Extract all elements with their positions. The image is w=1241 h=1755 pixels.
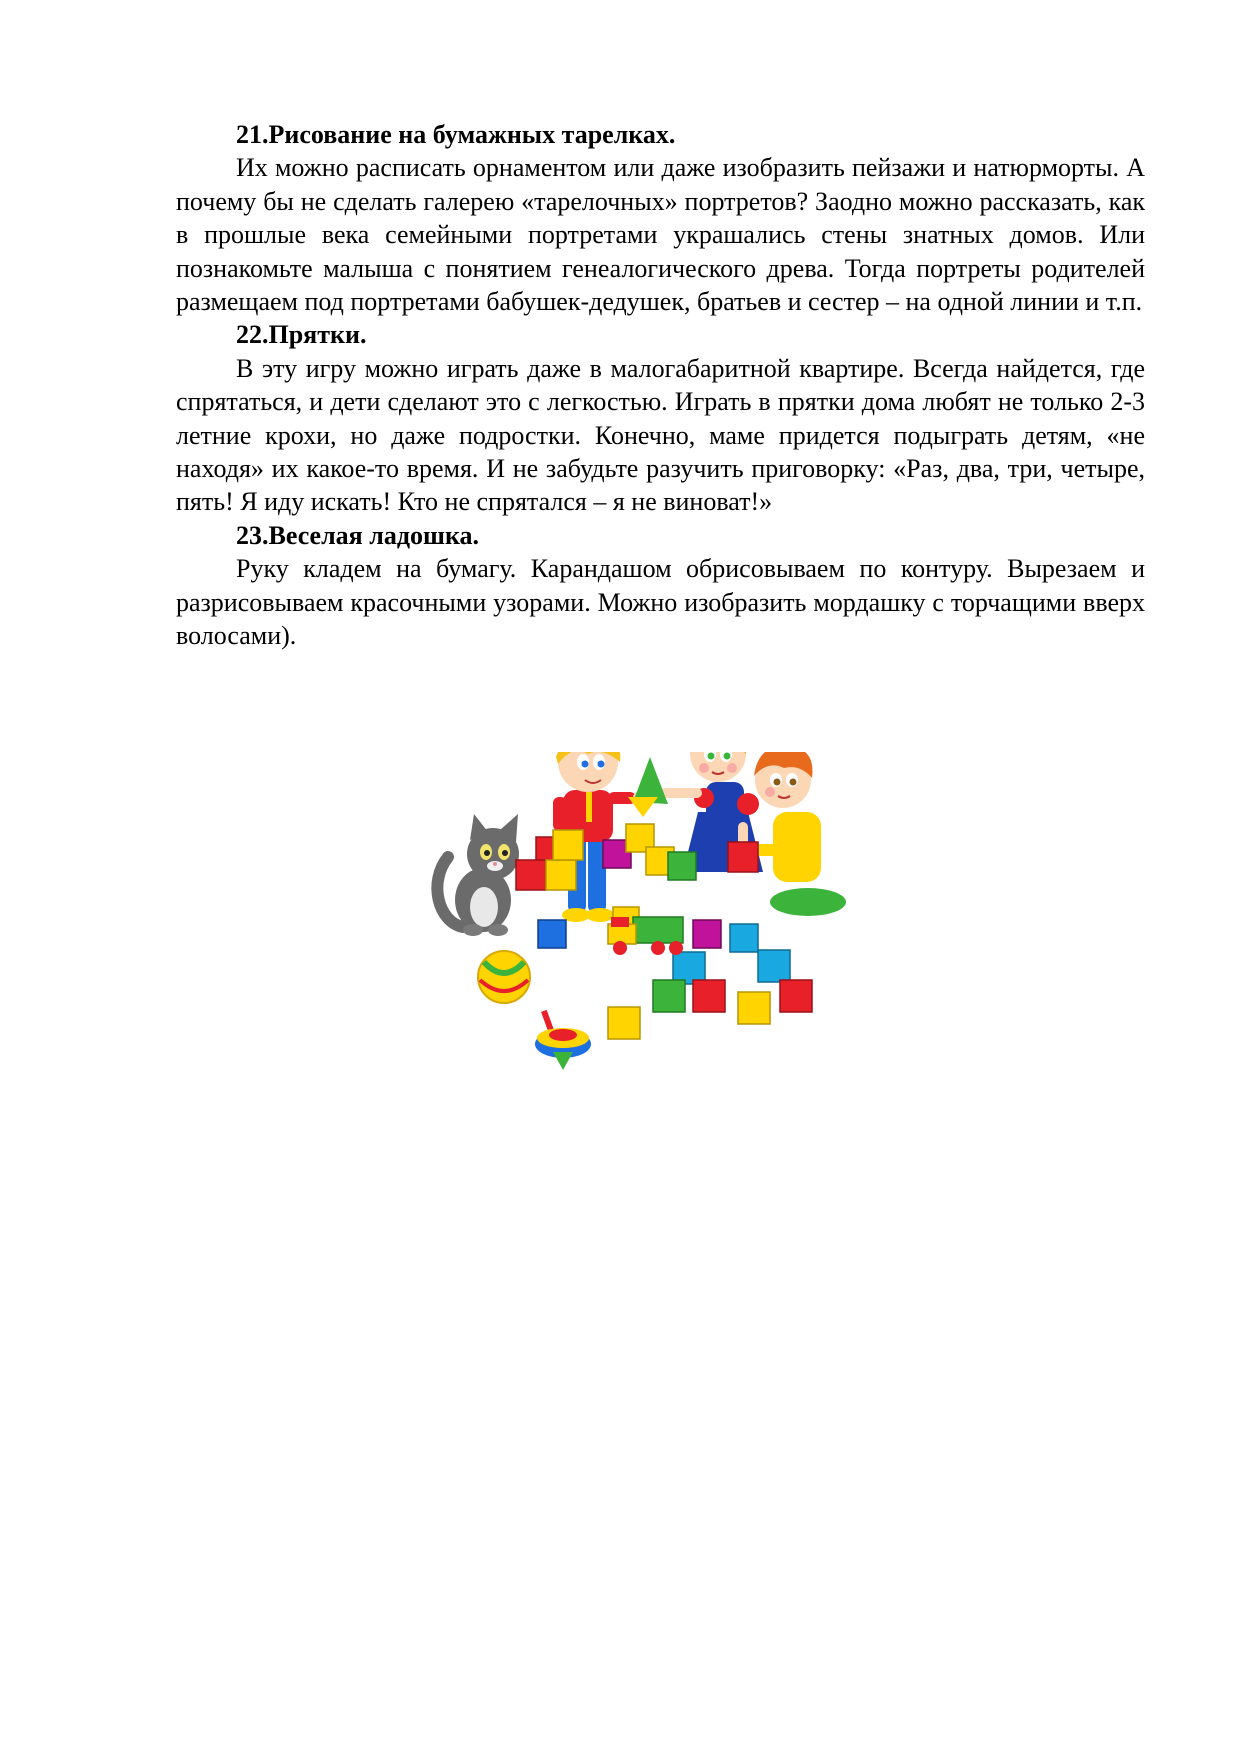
children-playing-illustration (428, 752, 898, 1090)
cat-figure (437, 814, 519, 936)
section-text-21: Их можно расписать орнаментом или даже изобразить пейзажи и натюрморты. А почему бы не сделать галерею «тарелочных» портретов? Заодно можно рассказать, как в прошлые века семейными портретами украшались стены знатных домов. Или познакомьте малыша с понятием генеалогического древа. Тогда портреты родителей размещаем под портретами бабушек-дедушек, братьев и сестер – на одной линии и т.п. (176, 153, 1145, 317)
triangle-block (628, 797, 658, 817)
section-text-23: Руку кладем на бумагу. Карандашом обрисовываем по контуру. Вырезаем и разрисовываем красочными узорами. Можно изобразить мордашку с торчащими вверх волосами). (176, 554, 1145, 651)
section-heading-22: 22.Прятки. (236, 320, 367, 350)
cone-block (633, 757, 668, 804)
document-body (176, 118, 1145, 653)
ball-figure (478, 951, 530, 1003)
section-heading-23: 23.Веселая ладошка. (236, 520, 480, 550)
section-text-22: В эту игру можно играть даже в малогабаритной квартире. Всегда найдется, где спрятаться, и дети сделают это с легкостью. Играть в прятки дома любят не только 2-3 летние крохи, но даже подростки. Конечно, маме придется подыграть детям, «не находя» их какое-то время. И не забудьте разучить приговорку: «Раз, два, три, четыре, пять! Я иду искать! Кто не спрятался – я не виноват!» (176, 353, 1145, 517)
toy-truck (608, 917, 683, 955)
spinning-top-figure (535, 1010, 591, 1070)
section-heading-21: 21.Рисование на бумажных тарелках. (236, 120, 676, 149)
